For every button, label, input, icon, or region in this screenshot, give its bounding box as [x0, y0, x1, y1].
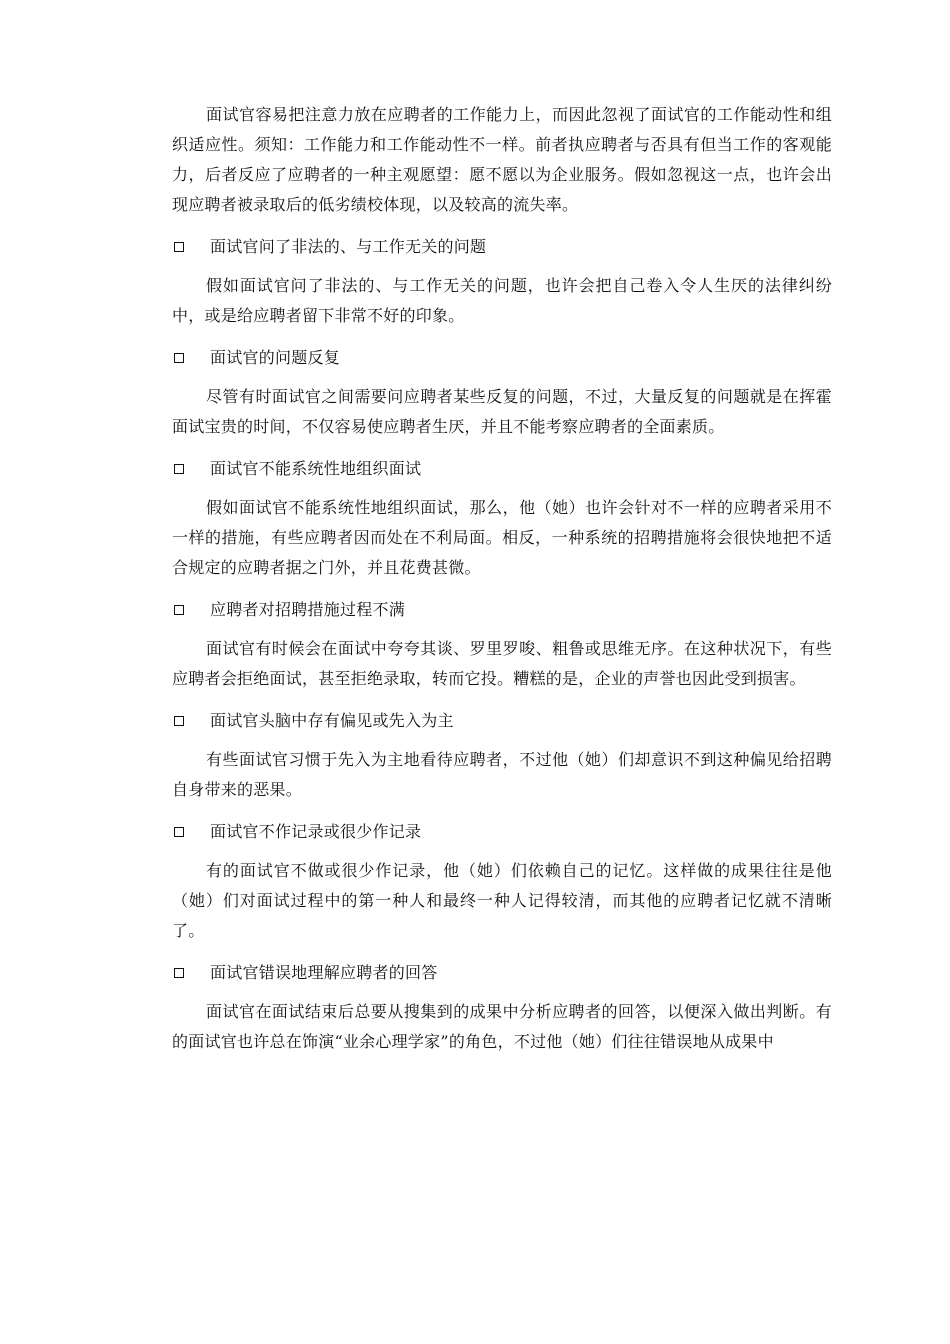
section-heading-label: 面试官不作记录或很少作记录 [210, 822, 422, 841]
section-heading [172, 813, 832, 850]
section-heading-label: 面试官头脑中存有偏见或先入为主 [210, 711, 454, 730]
square-bullet-icon [174, 968, 184, 978]
section-heading [172, 591, 832, 628]
square-bullet-icon [174, 605, 184, 615]
section-heading [172, 702, 832, 739]
section-paragraph: 假如面试官问了非法的、与工作无关的问题，也许会把自己卷入令人生厌的法律纠纷中，或是给应聘者留下非常不好的印象。 [172, 276, 832, 325]
square-bullet-icon [174, 827, 184, 837]
square-bullet-icon [174, 716, 184, 726]
section-paragraph: 面试官在面试结束后总要从搜集到的成果中分析应聘者的回答，以便深入做出判断。有的面试官也许总在饰演“业余心理学家”的角色，不过他（她）们往往错误地从成果中 [172, 1002, 832, 1051]
section-heading [172, 228, 832, 265]
square-bullet-icon [174, 353, 184, 363]
section-heading-label: 面试官错误地理解应聘者的回答 [210, 963, 438, 982]
section-heading-label: 面试官的问题反复 [210, 348, 341, 367]
intro-paragraph: 面试官容易把注意力放在应聘者的工作能力上，而因此忽视了面试官的工作能动性和组织适应性。须知：工作能力和工作能动性不一样。前者执应聘者与否具有但当工作的客观能力，后者反应了应聘者的一种主观愿望：愿不愿以为企业服务。假如忽视这一点，也许会出现应聘者被录取后的低劣绩校体现，以及较高的流失率。 [172, 105, 832, 214]
section-heading [172, 339, 832, 376]
section-paragraph: 尽管有时面试官之间需要问应聘者某些反复的问题，不过，大量反复的问题就是在挥霍面试宝贵的时间，不仅容易使应聘者生厌，并且不能考察应聘者的全面素质。 [172, 387, 832, 436]
section-paragraph: 有些面试官习惯于先入为主地看待应聘者，不过他（她）们却意识不到这种偏见给招聘自身带来的恶果。 [172, 750, 832, 799]
section-heading-label: 面试官问了非法的、与工作无关的问题 [210, 237, 487, 256]
square-bullet-icon [174, 242, 184, 252]
section-paragraph: 假如面试官不能系统性地组织面试，那么，他（她）也许会针对不一样的应聘者采用不一样的措施，有些应聘者因而处在不利局面。相反，一种系统的招聘措施将会很快地把不适合规定的应聘者据之门外，并且花费甚微。 [172, 498, 832, 577]
section-heading [172, 450, 832, 487]
section-heading-label: 应聘者对招聘措施过程不满 [210, 600, 406, 619]
section-paragraph: 面试官有时候会在面试中夸夸其谈、罗里罗唆、粗鲁或思维无序。在这种状况下，有些应聘者会拒绝面试，甚至拒绝录取，转而它投。糟糕的是，企业的声誉也因此受到损害。 [172, 639, 832, 688]
section-paragraph: 有的面试官不做或很少作记录，他（她）们依赖自己的记忆。这样做的成果往往是他（她）们对面试过程中的第一种人和最终一种人记得较清，而其他的应聘者记忆就不清晰了。 [172, 861, 832, 940]
section-heading-label: 面试官不能系统性地组织面试 [210, 459, 422, 478]
square-bullet-icon [174, 464, 184, 474]
section-heading [172, 954, 832, 991]
document-body [172, 100, 832, 1057]
